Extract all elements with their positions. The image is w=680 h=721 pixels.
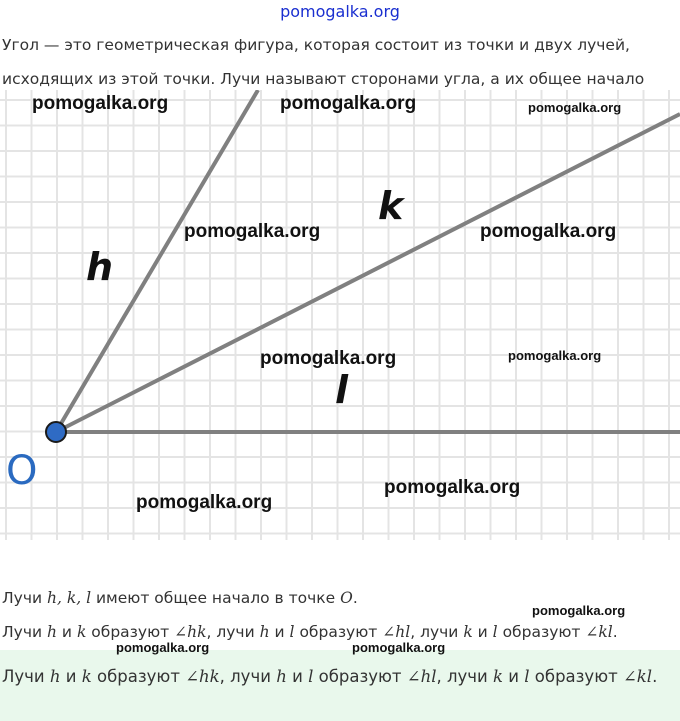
watermark: pomogalka.org [136,492,273,513]
watermark: pomogalka.org [184,221,321,242]
watermark: pomogalka.org [384,477,521,498]
watermark: pomogalka.org [32,93,169,114]
sentence-angles: Лучи h и k образуют ∠hk, лучи h и l образуют ∠hl, лучи k и l образуют ∠kl. [2,623,618,641]
watermark: pomogalka.org [508,348,602,363]
paragraph-line-2: исходящих из этой точки. Лучи называют сторонами угла, а их общее начало [2,70,645,88]
ray-label-l: l [335,368,349,412]
ray-label-k: k [378,184,404,228]
header-watermark: pomogalka.org [280,2,400,21]
math-point: O [340,589,353,607]
watermark: pomogalka.org [352,640,446,655]
vertex-point [46,422,66,442]
angle-hk: ∠hk [185,667,220,686]
angle-hl: ∠hl [382,623,411,641]
watermark: pomogalka.org [480,221,617,242]
math-vars: h, k, l [47,589,92,607]
angle-kl: ∠kl [622,667,653,686]
watermark: pomogalka.org [116,640,210,655]
watermark: pomogalka.org [280,93,417,114]
watermark: pomogalka.org [260,348,397,369]
sentence-angles-highlighted: Лучи h и k образуют ∠hk, лучи h и l образуют ∠hl, лучи k и l образуют ∠kl. [2,667,658,686]
ray-label-h: h [86,245,114,289]
angle-hl: ∠hl [406,667,437,686]
angle-figure [0,90,680,540]
paragraph-line-1: Угол — это геометрическая фигура, которая состоит из точки и двух лучей, [2,36,630,54]
angle-kl: ∠kl [585,623,613,641]
angle-hk: ∠hk [174,623,207,641]
sentence-common-origin: Лучи h, k, l имеют общее начало в точке O. [2,589,358,607]
vertex-label-o: O [6,448,38,494]
watermark: pomogalka.org [528,100,622,115]
watermark: pomogalka.org [532,603,626,618]
grid-lines [0,90,680,540]
